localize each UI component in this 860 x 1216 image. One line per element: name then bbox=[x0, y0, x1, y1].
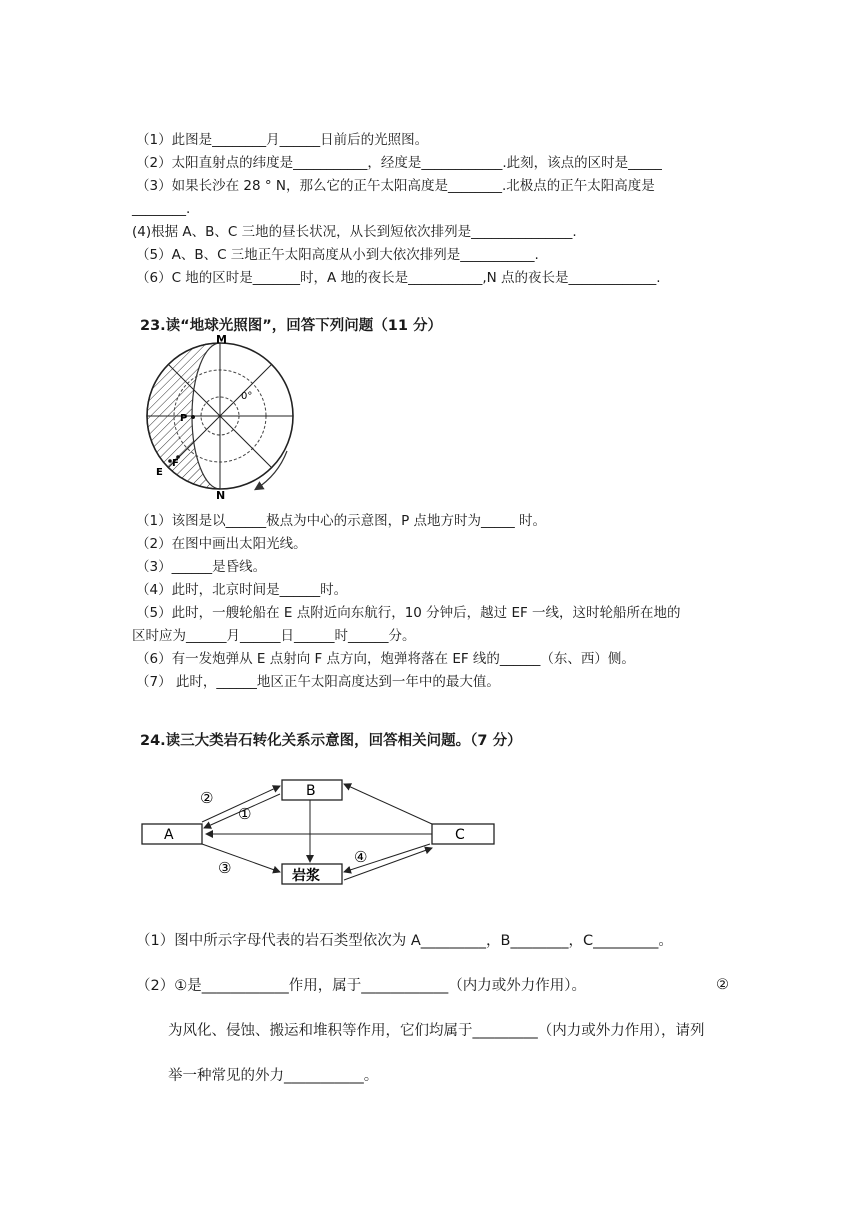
q22-line-3: （3）如果长沙在 28 ° N，那么它的正午太阳高度是________.北极点的正午太阳高度是 bbox=[136, 178, 655, 194]
q23-line-5: （5）此时，一艘轮船在 E 点附近向东航行，10 分钟后，越过 EF 一线，这时轮船所在地的 bbox=[136, 605, 681, 621]
label-zero: 0° bbox=[241, 391, 253, 402]
q23-line-2: （2）在图中画出太阳光线。 bbox=[136, 536, 307, 552]
label-a: A bbox=[164, 827, 174, 843]
q24-line-3: 为风化、侵蚀、搬运和堆积等作用，它们均属于_________（内力或外力作用），请列 bbox=[168, 1023, 705, 1039]
earth-illumination-diagram bbox=[140, 333, 310, 503]
label-m: M bbox=[216, 333, 227, 346]
q24-heading: 24.读三大类岩石转化关系示意图，回答相关问题。（7 分） bbox=[140, 733, 522, 749]
label-b: B bbox=[306, 783, 316, 799]
label-c: C bbox=[455, 827, 465, 843]
q24-line-1: （1）图中所示字母代表的岩石类型依次为 A_________，B________，C_________。 bbox=[136, 933, 673, 949]
q24-line-4: 举一种常见的外力___________。 bbox=[168, 1068, 379, 1084]
rock-cycle-diagram bbox=[136, 772, 502, 892]
label-n4: ④ bbox=[354, 848, 368, 866]
q22-line-1: （1）此图是________月______日前后的光照图。 bbox=[136, 132, 429, 148]
q23-heading: 23.读“地球光照图”，回答下列问题（11 分） bbox=[140, 318, 442, 334]
label-n1: ① bbox=[238, 805, 252, 823]
label-magma: 岩浆 bbox=[292, 868, 320, 884]
label-f: F bbox=[172, 458, 179, 469]
q22-line-7: （6）C 地的区时是_______时，A 地的夜长是___________,N 点的夜长是_____________. bbox=[136, 270, 661, 286]
q22-line-2: （2）太阳直射点的纬度是___________，经度是____________.此刻，该点的区时是_____ bbox=[136, 155, 662, 171]
q23-line-4: （4）此时，北京时间是______时。 bbox=[136, 582, 348, 598]
q24-circle-2: ② bbox=[716, 977, 729, 993]
q23-line-7: （6）有一发炮弹从 E 点射向 F 点方向，炮弹将落在 EF 线的______（东、西）侧。 bbox=[136, 651, 635, 667]
q23-line-8: （7） 此时，______地区正午太阳高度达到一年中的最大值。 bbox=[136, 674, 500, 690]
q23-line-6: 区时应为______月______日______时______分。 bbox=[132, 628, 416, 644]
label-e: E bbox=[156, 467, 163, 478]
q22-line-4: ________. bbox=[132, 201, 191, 217]
q24-line-2: （2）①是____________作用，属于____________（内力或外力作用）。 bbox=[136, 978, 586, 994]
label-n2: ② bbox=[200, 789, 214, 807]
q22-line-5: (4)根据 A、B、C 三地的昼长状况，从长到短依次排列是_______________. bbox=[132, 224, 577, 240]
q23-line-3: （3）______是昏线。 bbox=[136, 559, 267, 575]
label-n3: ③ bbox=[218, 859, 232, 877]
label-n: N bbox=[216, 489, 226, 502]
q22-line-6: （5）A、B、C 三地正午太阳高度从小到大依次排列是___________. bbox=[136, 247, 539, 263]
label-p: P bbox=[180, 413, 188, 424]
q23-line-1: （1）该图是以______极点为中心的示意图，P 点地方时为_____ 时。 bbox=[136, 513, 547, 529]
